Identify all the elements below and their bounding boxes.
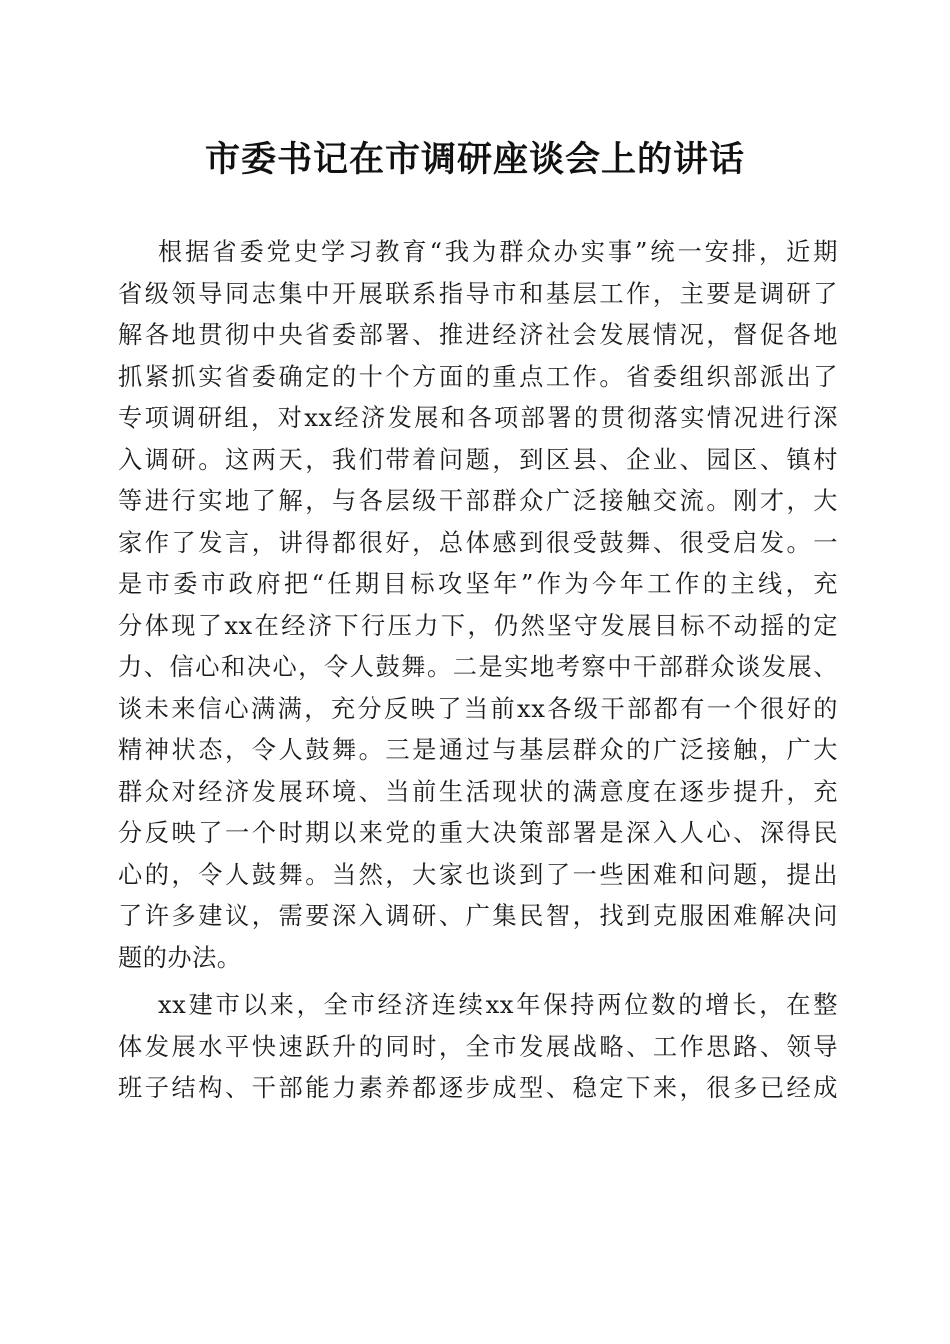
- text-line: 精神状态，令人鼓舞。三是通过与基层群众的广泛接触，广大: [118, 736, 838, 764]
- text-line: 心的，令人鼓舞。当然，大家也谈到了一些困难和问题，提出: [118, 860, 838, 889]
- text-line: 入调研。这两天，我们带着问题，到区县、企业、园区、镇村: [118, 445, 838, 474]
- document-body: [118, 232, 838, 1110]
- paragraph-2: [118, 985, 838, 1110]
- paragraph-1: [118, 232, 838, 979]
- text-line: 是市委市政府把“任期目标攻坚年”作为今年工作的主线，充: [118, 570, 838, 598]
- text-line: 体发展水平快速跃升的同时，全市发展战略、工作思路、领导: [118, 1032, 838, 1061]
- text-line: 力、信心和决心，令人鼓舞。二是实地考察中干部群众谈发展、: [118, 653, 838, 681]
- text-line: 专项调研组，对xx经济发展和各项部署的贯彻落实情况进行深: [118, 404, 838, 432]
- text-line: 群众对经济发展环境、当前生活现状的满意度在逐步提升，充: [118, 777, 838, 806]
- text-line: 题的办法。: [118, 943, 242, 972]
- text-line: 班子结构、干部能力素养都逐步成型、稳定下来，很多已经成: [118, 1074, 838, 1102]
- text-line: 抓紧抓实省委确定的十个方面的重点工作。省委组织部派出了: [118, 362, 838, 391]
- text-line: 分体现了xx在经济下行压力下，仍然坚守发展目标不动摇的定: [118, 611, 838, 640]
- text-line: 根据省委党史学习教育“我为群众办实事”统一安排，近期: [158, 238, 838, 266]
- text-line: 等进行实地了解，与各层级干部群众广泛接触交流。刚才，大: [118, 487, 838, 515]
- text-line: 解各地贯彻中央省委部署、推进经济社会发展情况，督促各地: [118, 321, 838, 349]
- text-line: 家作了发言，讲得都很好，总体感到很受鼓舞、很受启发。一: [118, 528, 838, 557]
- text-line: 谈未来信心满满，充分反映了当前xx各级干部都有一个很好的: [118, 694, 838, 723]
- text-line: 分反映了一个时期以来党的重大决策部署是深入人心、深得民: [118, 819, 838, 847]
- document-title: 市委书记在市调研座谈会上的讲话: [204, 139, 745, 180]
- text-line: 了许多建议，需要深入调研、广集民智，找到克服困难解决问: [118, 902, 838, 930]
- text-line: xx建市以来，全市经济连续xx年保持两位数的增长，在整: [158, 991, 838, 1019]
- text-line: 省级领导同志集中开展联系指导市和基层工作，主要是调研了: [118, 279, 838, 308]
